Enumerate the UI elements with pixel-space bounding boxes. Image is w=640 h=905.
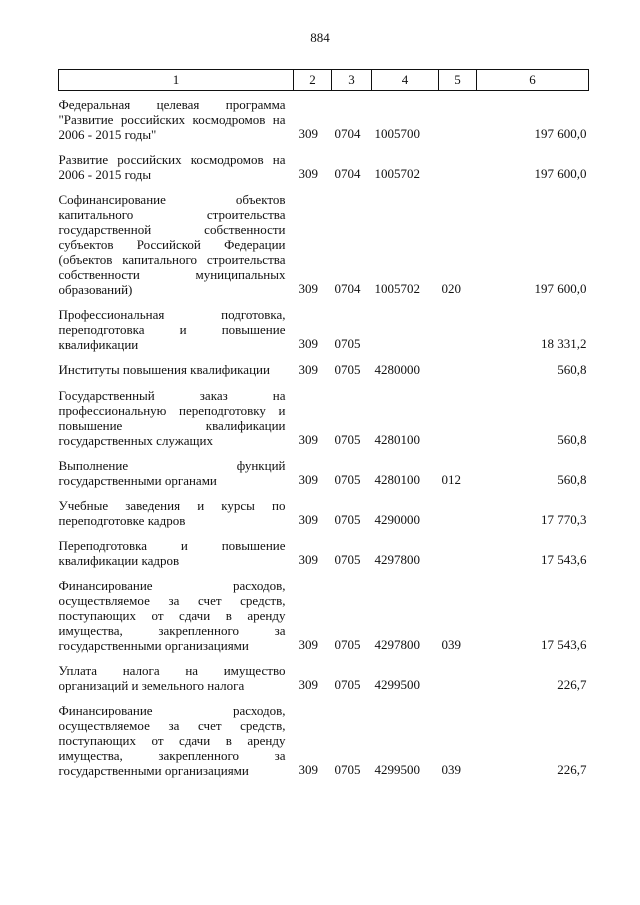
row-code-4: 1005700 xyxy=(374,126,420,141)
row-amount: 560,8 xyxy=(557,432,587,447)
header-row xyxy=(59,70,589,91)
row-code-3: 0705 xyxy=(334,512,361,527)
row-amount: 226,7 xyxy=(557,677,587,692)
table-row xyxy=(59,568,589,653)
row-code-3: 0705 xyxy=(334,362,361,377)
header-col-6: 6 xyxy=(477,70,589,91)
row-code-2: 309 xyxy=(298,362,318,377)
row-code-3: 0705 xyxy=(334,552,361,567)
page-number: 884 xyxy=(310,30,330,45)
header-col-3: 3 xyxy=(332,70,372,91)
row-code-3: 0705 xyxy=(334,637,361,652)
table-row xyxy=(59,488,589,528)
row-code-4: 4280000 xyxy=(374,362,420,377)
row-code-3: 0705 xyxy=(334,762,361,777)
table-row xyxy=(59,693,589,778)
row-code-5 xyxy=(439,91,477,143)
table-row xyxy=(59,142,589,182)
row-name: Федеральная целевая программа "Развитие российских космодромов на 2006 - 2015 годы" xyxy=(58,97,286,142)
row-code-4: 4299500 xyxy=(374,762,420,777)
row-code-5: 039 xyxy=(441,637,461,652)
row-code-5 xyxy=(439,653,477,693)
row-code-2: 309 xyxy=(298,472,318,487)
table-row xyxy=(59,352,589,378)
row-name: Софинансирование объектов капитального строительства государственной собственности субъектов Российской Федерации (объектов капитального строительства собственности муниципальных образований) xyxy=(58,192,286,297)
row-code-4: 4299500 xyxy=(374,677,420,692)
row-code-5 xyxy=(439,528,477,568)
row-code-4: 4290000 xyxy=(374,512,420,527)
header-col-4: 4 xyxy=(372,70,439,91)
row-code-5 xyxy=(439,352,477,378)
row-code-4: 1005702 xyxy=(374,166,420,181)
row-name: Профессиональная подготовка, переподготовка и повышение квалификации xyxy=(58,307,286,352)
table-row xyxy=(59,91,589,143)
row-code-5: 012 xyxy=(441,472,461,487)
header-col-5: 5 xyxy=(439,70,477,91)
row-code-2: 309 xyxy=(298,762,318,777)
row-code-5 xyxy=(439,142,477,182)
row-amount: 197 600,0 xyxy=(534,126,587,141)
row-name: Переподготовка и повышение квалификации кадров xyxy=(58,538,286,568)
budget-table xyxy=(58,69,589,778)
header-col-1: 1 xyxy=(59,70,294,91)
row-amount: 17 770,3 xyxy=(541,512,587,527)
row-code-3: 0704 xyxy=(334,166,361,181)
row-name: Финансирование расходов, осуществляемое за счет средств, поступающих от сдачи в аренду имущества, закрепленного за государственными организациями xyxy=(58,578,286,653)
row-code-4 xyxy=(372,297,439,352)
table-row xyxy=(59,653,589,693)
row-amount: 226,7 xyxy=(557,762,587,777)
row-code-2: 309 xyxy=(298,126,318,141)
row-code-2: 309 xyxy=(298,637,318,652)
header-col-2: 2 xyxy=(294,70,332,91)
table-row xyxy=(59,448,589,488)
row-code-2: 309 xyxy=(298,336,318,351)
row-name: Выполнение функций государственными органами xyxy=(58,458,286,488)
row-code-3: 0705 xyxy=(334,336,361,351)
row-code-3: 0705 xyxy=(334,472,361,487)
row-code-3: 0704 xyxy=(334,281,361,296)
row-code-5 xyxy=(439,378,477,448)
row-code-4: 4280100 xyxy=(374,472,420,487)
table-header xyxy=(59,70,589,91)
row-code-3: 0705 xyxy=(334,432,361,447)
row-code-4: 4297800 xyxy=(374,637,420,652)
row-code-3: 0704 xyxy=(334,126,361,141)
row-code-4: 4297800 xyxy=(374,552,420,567)
row-amount: 18 331,2 xyxy=(541,336,587,351)
row-code-2: 309 xyxy=(298,512,318,527)
row-code-2: 309 xyxy=(298,552,318,567)
row-amount: 17 543,6 xyxy=(541,552,587,567)
row-code-2: 309 xyxy=(298,432,318,447)
row-name: Учебные заведения и курсы по переподготовке кадров xyxy=(58,498,286,528)
row-name: Институты повышения квалификации xyxy=(58,362,270,377)
row-name: Развитие российских космодромов на 2006 - 2015 годы xyxy=(58,152,286,182)
table-row xyxy=(59,528,589,568)
row-code-4: 1005702 xyxy=(374,281,420,296)
table-row xyxy=(59,297,589,352)
row-code-2: 309 xyxy=(298,677,318,692)
row-amount: 197 600,0 xyxy=(534,281,587,296)
row-code-3: 0705 xyxy=(334,677,361,692)
row-amount: 560,8 xyxy=(557,362,587,377)
row-code-5 xyxy=(439,488,477,528)
row-amount: 560,8 xyxy=(557,472,587,487)
row-name: Государственный заказ на профессиональную переподготовку и повышение квалификации государственных служащих xyxy=(58,388,286,448)
row-code-5 xyxy=(439,297,477,352)
row-code-5: 039 xyxy=(441,762,461,777)
row-code-2: 309 xyxy=(298,166,318,181)
table-row xyxy=(59,182,589,297)
row-name: Финансирование расходов, осуществляемое за счет средств, поступающих от сдачи в аренду имущества, закрепленного за государственными организациями xyxy=(58,703,286,778)
table-row xyxy=(59,378,589,448)
row-name: Уплата налога на имущество организаций и земельного налога xyxy=(58,663,286,693)
row-code-5: 020 xyxy=(441,281,461,296)
row-code-4: 4280100 xyxy=(374,432,420,447)
row-amount: 17 543,6 xyxy=(541,637,587,652)
table-body xyxy=(59,91,589,779)
row-amount: 197 600,0 xyxy=(534,166,587,181)
row-code-2: 309 xyxy=(298,281,318,296)
